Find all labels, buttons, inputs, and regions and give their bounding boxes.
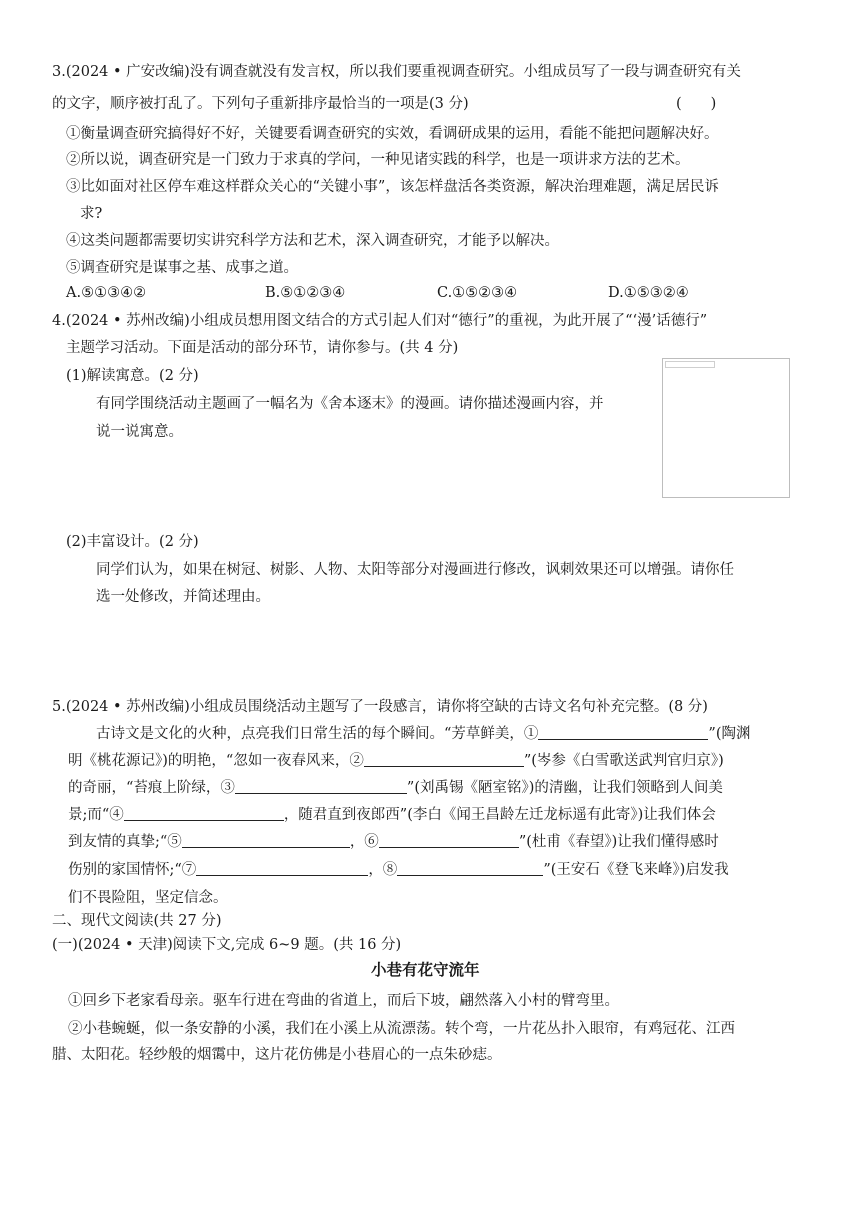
blank-4[interactable] — [124, 805, 284, 821]
q3-stem-line-2: 的文字，顺序被打乱了。下列句子重新排序最恰当的一项是(3 分) — [52, 96, 469, 112]
q5-row-4: 景;而“④ ，随君直到夜郎西”(李白《闻王昌龄左迁龙标遥有此寄》)让我们体会 — [68, 807, 716, 823]
q5-row-7: 们不畏险阻，坚定信念。 — [68, 890, 228, 906]
article-paragraph-2-line-1: ②小巷蜿蜒，似一条安静的小溪，我们在小溪上从流漂荡。转个弯，一片花丛扑入眼帘，有鸡冠花、江西 — [68, 1021, 735, 1037]
q5-row-1: 古诗文是文化的火种，点亮我们日常生活的每个瞬间。“芳草鲜美，① ”(陶渊 — [96, 726, 751, 742]
q3-sentence-4: ④这类问题都需要切实讲究科学方法和艺术，深入调查研究，才能予以解决。 — [66, 233, 559, 249]
q3-sentence-2: ②所以说，调查研究是一门致力于求真的学问，一种见诸实践的科学，也是一项讲求方法的艺术。 — [66, 152, 690, 168]
q5-row-2: 明《桃花源记》)的明艳，“忽如一夜春风来，② ”(岑参《白雪歌送武判官归京》) — [68, 753, 724, 769]
q3-option-d[interactable]: D.①⑤③②④ — [608, 285, 689, 301]
q3-answer-paren[interactable]: ( ) — [676, 96, 717, 112]
q3-sentence-3-cont: 求? — [80, 206, 103, 222]
q3-sentence-5: ⑤调查研究是谋事之基、成事之道。 — [66, 260, 298, 276]
q3-sentence-1: ①衡量调查研究搞得好不好，关键要看调查研究的实效，看调研成果的运用，看能不能把问题解决好。 — [66, 126, 719, 142]
section-2-heading: 二、现代文阅读(共 27 分) — [52, 913, 222, 929]
article-title: 小巷有花守流年 — [371, 961, 480, 979]
q5-stem: 5.(2024 • 苏州改编)小组成员围绕活动主题写了一段感言，请你将空缺的古诗文名句补充完整。(8 分) — [52, 699, 708, 715]
cartoon-image — [662, 358, 790, 498]
blank-5[interactable] — [182, 832, 350, 848]
q3-option-c[interactable]: C.①⑤②③④ — [437, 285, 518, 301]
q4-part2-text-1: 同学们认为，如果在树冠、树影、人物、太阳等部分对漫画进行修改，讽刺效果还可以增强。请你任 — [96, 562, 734, 578]
blank-6[interactable] — [379, 832, 519, 848]
blank-7[interactable] — [196, 860, 368, 876]
reading-1-heading: (一)(2024 • 天津)阅读下文,完成 6~9 题。(共 16 分) — [52, 937, 402, 953]
blank-8[interactable] — [397, 860, 543, 876]
q5-row-5: 到友情的真挚;“⑤ ，⑥ ”(杜甫《春望》)让我们懂得感时 — [68, 834, 719, 850]
blank-2[interactable] — [364, 751, 524, 767]
q4-part2-heading: (2)丰富设计。(2 分) — [66, 534, 199, 550]
q3-option-a[interactable]: A.⑤①③④② — [66, 285, 147, 301]
q4-part1-text-2: 说一说寓意。 — [96, 424, 183, 440]
q4-part1-text-1: 有同学围绕活动主题画了一幅名为《舍本逐末》的漫画。请你描述漫画内容，并 — [96, 396, 604, 412]
blank-3[interactable] — [235, 778, 407, 794]
q5-row-3: 的奇丽，“苔痕上阶绿，③ ”(刘禹锡《陋室铭》)的清幽，让我们领略到人间美 — [68, 780, 723, 796]
q4-part1-heading: (1)解读寓意。(2 分) — [66, 368, 199, 384]
q3-stem-line-1: 3.(2024 • 广安改编)没有调查就没有发言权，所以我们要重视调查研究。小组成员写了一段与调查研究有关 — [52, 64, 741, 80]
broken-image-icon — [665, 361, 715, 368]
q3-option-b[interactable]: B.⑤①②③④ — [265, 285, 346, 301]
q4-stem-line-2: 主题学习活动。下面是活动的部分环节，请你参与。(共 4 分) — [66, 340, 459, 356]
q4-stem-line-1: 4.(2024 • 苏州改编)小组成员想用图文结合的方式引起人们对“德行”的重视，为此开展了“‘漫’话德行” — [52, 313, 708, 329]
article-paragraph-1: ①回乡下老家看母亲。驱车行进在弯曲的省道上，而后下坡，翩然落入小村的臂弯里。 — [68, 993, 619, 1009]
article-paragraph-2-line-2: 腊、太阳花。轻纱般的烟霭中，这片花仿佛是小巷眉心的一点朱砂痣。 — [52, 1047, 502, 1063]
q4-part2-text-2: 选一处修改，并简述理由。 — [96, 589, 270, 605]
q3-sentence-3: ③比如面对社区停车难这样群众关心的“关键小事”，该怎样盘活各类资源，解决治理难题，满足居民诉 — [66, 179, 719, 195]
q5-row-6: 伤别的家国情怀;“⑦ ，⑧ ”(王安石《登飞来峰》)启发我 — [68, 862, 729, 878]
blank-1[interactable] — [538, 724, 708, 740]
